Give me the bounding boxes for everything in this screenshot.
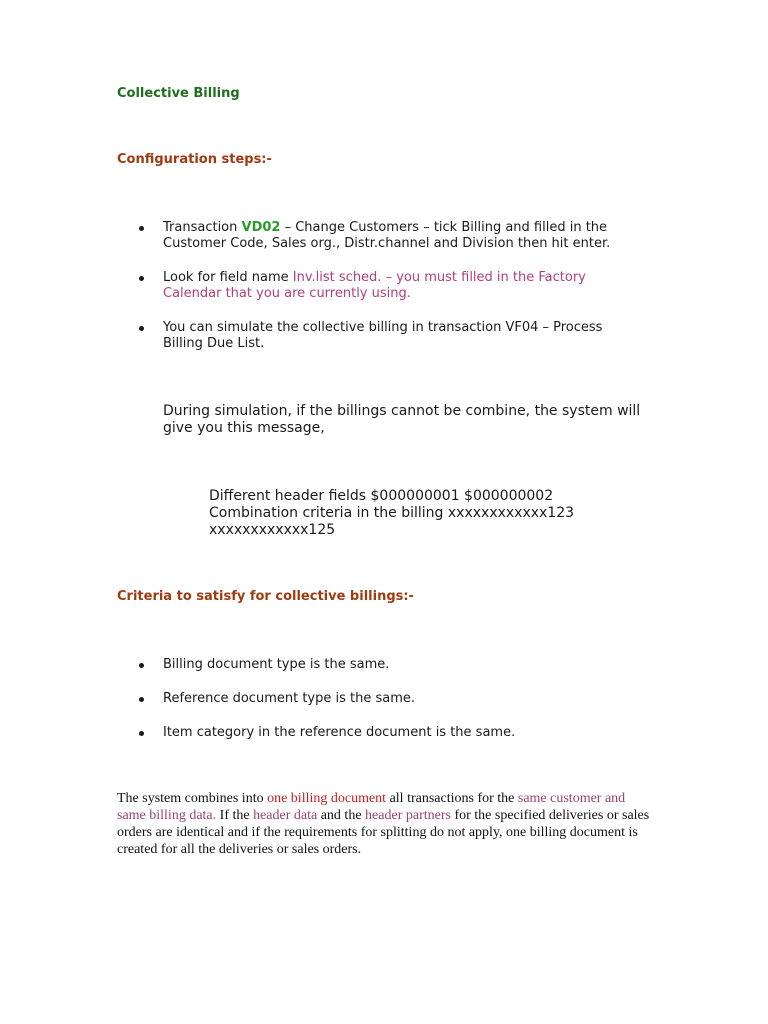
list-item: [117, 270, 637, 302]
criteria-text: Reference document type is the same.: [163, 691, 416, 706]
bullet-icon: [139, 663, 144, 668]
list-item: [117, 657, 637, 673]
field-name-highlight: Inv.list sched. – you must filled in the Factory Calendar that you are currently using.: [163, 270, 586, 301]
criteria-list: [117, 657, 637, 759]
summary-text: all transactions for the: [386, 791, 518, 806]
summary-highlight-purple: same customer and same billing data.: [117, 791, 626, 823]
list-item: [117, 725, 637, 741]
step-text-pre: Transaction: [163, 220, 242, 235]
summary-text: and the: [317, 808, 366, 823]
configuration-steps-list: [117, 220, 637, 370]
bullet-icon: [139, 731, 144, 736]
message-line: xxxxxxxxxxxx125: [209, 522, 336, 538]
summary-text: The system combines into: [117, 791, 268, 806]
message-line: Different header fields $000000001 $000000002: [209, 488, 554, 504]
step-text: You can simulate the collective billing in transaction VF04 – Process Billing Due List.: [163, 320, 603, 351]
bullet-icon: [139, 697, 144, 702]
step-text-pre: Look for field name: [163, 270, 293, 285]
bullet-icon: [139, 276, 144, 281]
criteria-text: Item category in the reference document is the same.: [163, 725, 516, 740]
bullet-icon: [139, 326, 144, 331]
configuration-heading: Configuration steps:-: [117, 152, 272, 167]
list-item: [117, 320, 637, 352]
summary-highlight-red: one billing document: [267, 791, 387, 806]
list-item: [117, 691, 637, 707]
criteria-heading: Criteria to satisfy for collective billings:-: [117, 589, 414, 604]
system-message: [209, 488, 609, 539]
criteria-text: Billing document type is the same.: [163, 657, 390, 672]
summary-text: for the specified deliveries or sales orders are identical and if the requirements for splitting do not apply, one billing document is created for all the deliveries or sales orders.: [117, 808, 650, 857]
summary-highlight-purple: header partners: [365, 808, 451, 823]
summary-paragraph: [117, 790, 657, 858]
transaction-code: VD02: [241, 220, 281, 235]
summary-highlight-purple: header data: [253, 808, 318, 823]
document-title: Collective Billing: [117, 86, 240, 101]
step-text-post: – Change Customers – tick Billing and filled in the Customer Code, Sales org., Distr.channel and Division then hit enter.: [163, 220, 611, 251]
summary-text: If the: [216, 808, 254, 823]
list-item: [117, 220, 637, 252]
bullet-icon: [139, 226, 144, 231]
simulation-note: During simulation, if the billings cannot be combine, the system will give you this message,: [163, 403, 641, 436]
message-line: Combination criteria in the billing xxxxxxxxxxxx123: [209, 505, 575, 521]
